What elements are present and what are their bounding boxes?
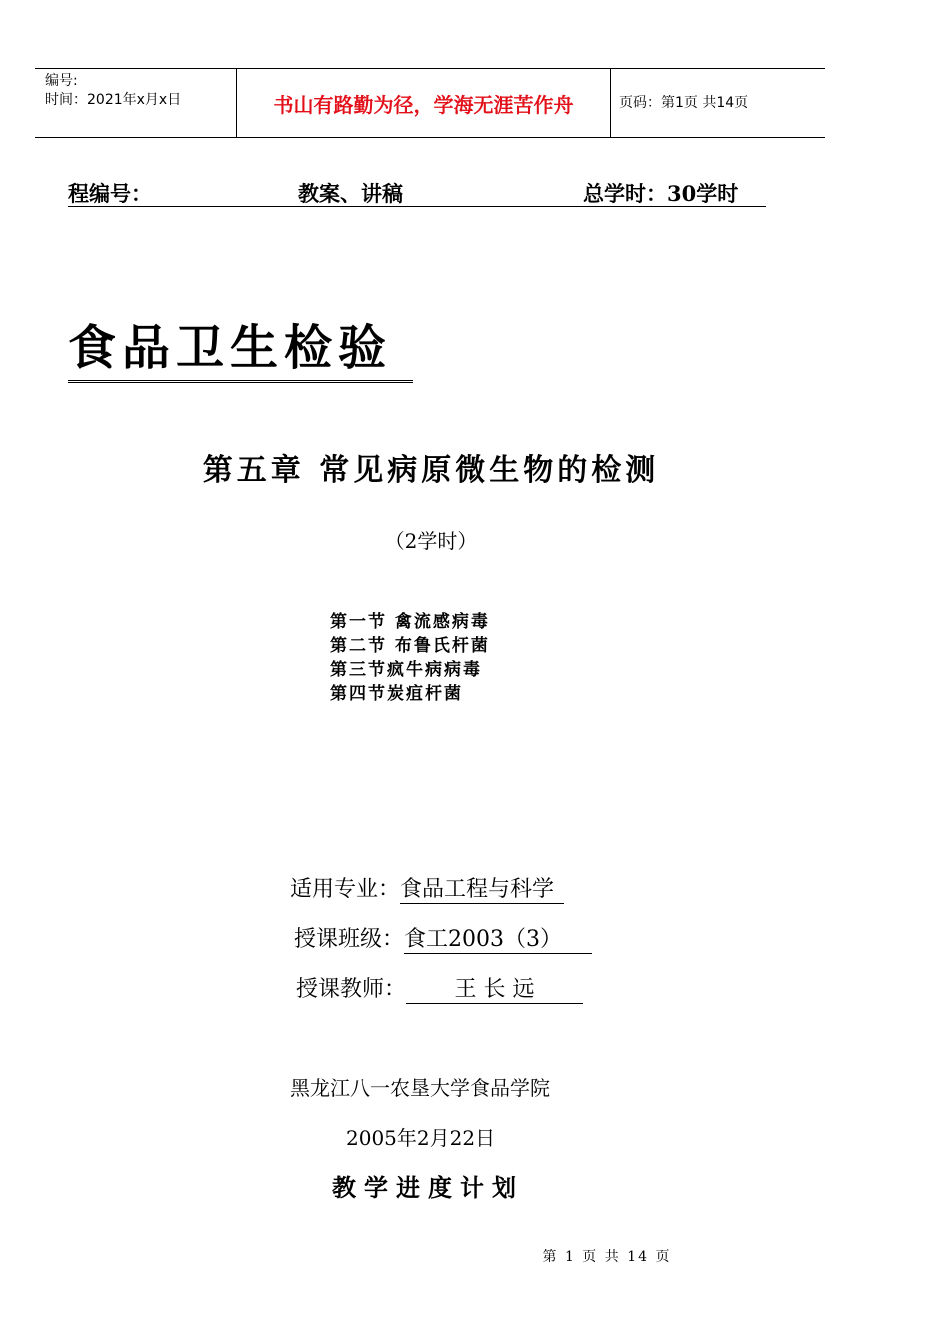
code-label: 编号:: [45, 73, 78, 89]
major-label: 适用专业：: [290, 877, 401, 902]
class-row: [294, 922, 592, 954]
header-motto-cell: [236, 69, 611, 137]
teacher-value: 王 长 远: [406, 972, 583, 1004]
page-info: 页码：第1页 共14页: [619, 95, 749, 111]
institution: 黑龙江八一农垦大学食品学院: [290, 1076, 550, 1100]
chapter-hours: （2学时）: [384, 529, 478, 553]
section-item: 第二节 布鲁氏杆菌: [330, 636, 490, 656]
plan-title: 教学进度计划: [332, 1173, 524, 1202]
header-left-cell: [35, 69, 235, 137]
section-item: 第一节 禽流感病毒: [330, 612, 490, 632]
major-row: [290, 872, 564, 904]
header-table: [35, 68, 825, 138]
total-hours-label: 总学时：30学时: [583, 181, 739, 206]
class-label: 授课班级：: [294, 927, 405, 952]
teacher-label: 授课教师：: [296, 977, 407, 1002]
chapter-title: 第五章 常见病原微生物的检测: [202, 453, 660, 488]
header-right-cell: [610, 69, 825, 137]
doc-type-label: 教案、讲稿: [298, 181, 403, 206]
date: 2005年2月22日: [346, 1126, 496, 1150]
course-info-line: [68, 176, 766, 207]
page-footer: 第 1 页 共 14 页: [542, 1249, 672, 1265]
class-value: 食工2003（3）: [404, 922, 592, 954]
teacher-row: [296, 972, 583, 1004]
major-value: 食品工程与科学: [400, 872, 564, 904]
course-code-label: 程编号：: [68, 181, 152, 206]
section-list: [330, 610, 490, 706]
time-label: 时间：2021年x月x日: [45, 92, 182, 108]
section-item: 第三节疯牛病病毒: [330, 660, 482, 680]
course-title: 食品卫生检验: [68, 316, 413, 383]
section-item: 第四节炭疽杆菌: [330, 684, 463, 704]
motto: 书山有路勤为径，学海无涯苦作舟: [273, 92, 574, 117]
